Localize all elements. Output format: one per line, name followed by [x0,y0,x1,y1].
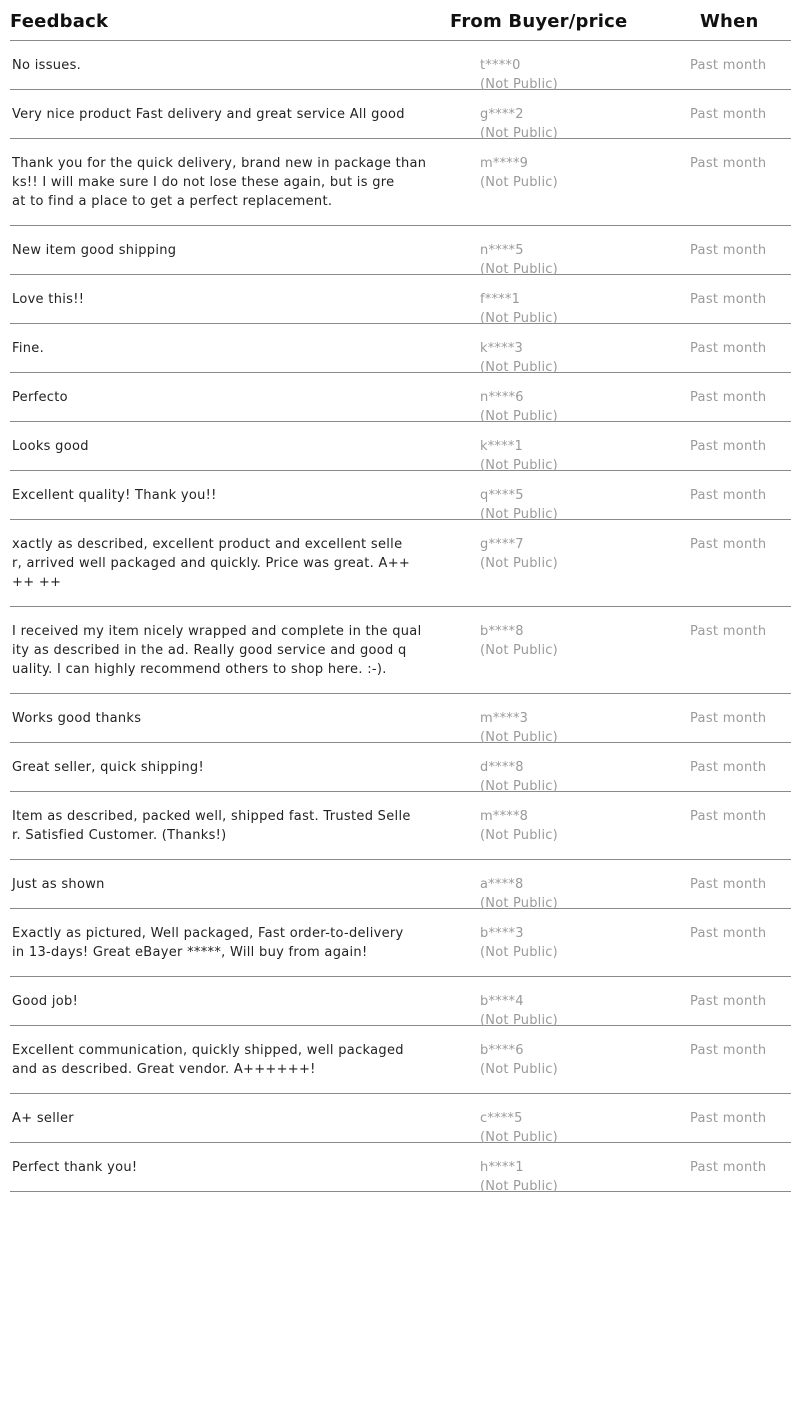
buyer-info [480,924,558,962]
price-visibility: (Not Public) [480,945,558,960]
buyer-name: b****4 [480,994,524,1009]
feedback-text: Love this!! [12,292,85,307]
feedback-text: Works good thanks [12,711,142,726]
table-row [10,520,791,607]
buyer-name: t****0 [480,58,521,73]
feedback-when: Past month [690,926,767,941]
feedback-when: Past month [690,488,767,503]
price-visibility: (Not Public) [480,262,558,277]
price-visibility: (Not Public) [480,77,558,92]
table-row [10,41,791,90]
feedback-text: Very nice product Fast delivery and great service All good [12,107,405,122]
feedback-text: New item good shipping [12,243,177,258]
buyer-name: m****3 [480,711,529,726]
buyer-info [480,992,558,1030]
feedback-text: Good job! [12,994,79,1009]
price-visibility: (Not Public) [480,730,558,745]
buyer-name: k****3 [480,341,523,356]
table-row [10,977,791,1026]
table-row [10,860,791,909]
buyer-info [480,807,558,845]
header-when: When [700,11,759,32]
price-visibility: (Not Public) [480,828,558,843]
buyer-info [480,535,558,573]
table-row [10,909,791,977]
feedback-text: Thank you for the quick delivery, brand new in package than ks!! I will make sure I do not lose these again, but is gre at to find a place to get a perfect replacement. [12,156,427,209]
feedback-text: I received my item nicely wrapped and complete in the qual ity as described in the ad. Really good service and good q uality. I can highly recommend others to shop here. :-). [12,624,422,677]
feedback-when: Past month [690,341,767,356]
price-visibility: (Not Public) [480,409,558,424]
table-row [10,226,791,275]
feedback-text: xactly as described, excellent product and excellent selle r, arrived well packaged and quickly. Price was great. A++ ++ ++ [12,537,411,590]
feedback-text: No issues. [12,58,82,73]
buyer-info [480,709,558,747]
price-visibility: (Not Public) [480,779,558,794]
table-row [10,471,791,520]
buyer-name: g****2 [480,107,524,122]
table-row [10,792,791,860]
table-row [10,422,791,471]
buyer-name: h****1 [480,1160,524,1175]
buyer-name: a****8 [480,877,524,892]
feedback-text: Excellent quality! Thank you!! [12,488,217,503]
table-row [10,607,791,694]
price-visibility: (Not Public) [480,1179,558,1194]
buyer-name: c****5 [480,1111,523,1126]
feedback-when: Past month [690,1111,767,1126]
feedback-when: Past month [690,243,767,258]
buyer-info [480,875,558,913]
buyer-name: m****9 [480,156,529,171]
buyer-name: f****1 [480,292,521,307]
price-visibility: (Not Public) [480,556,558,571]
feedback-when: Past month [690,1043,767,1058]
feedback-table [10,0,791,1192]
feedback-when: Past month [690,994,767,1009]
feedback-text: Fine. [12,341,45,356]
table-header [10,0,791,41]
table-row [10,1026,791,1094]
feedback-when: Past month [690,1160,767,1175]
buyer-name: m****8 [480,809,529,824]
price-visibility: (Not Public) [480,175,558,190]
feedback-when: Past month [690,439,767,454]
buyer-info [480,486,558,524]
feedback-when: Past month [690,58,767,73]
feedback-when: Past month [690,877,767,892]
feedback-text: Looks good [12,439,89,454]
price-visibility: (Not Public) [480,360,558,375]
table-row [10,90,791,139]
table-row [10,373,791,422]
table-row [10,743,791,792]
buyer-info [480,388,558,426]
header-feedback: Feedback [10,11,109,32]
buyer-name: d****8 [480,760,524,775]
table-row [10,1143,791,1192]
buyer-name: q****5 [480,488,524,503]
price-visibility: (Not Public) [480,896,558,911]
buyer-name: n****5 [480,243,524,258]
feedback-when: Past month [690,390,767,405]
feedback-text: Perfect thank you! [12,1160,138,1175]
table-row [10,324,791,373]
feedback-text: Exactly as pictured, Well packaged, Fast order-to-delivery in 13-days! Great eBayer *****, Will buy from again! [12,926,404,960]
buyer-info [480,622,558,660]
table-body [10,41,791,1192]
buyer-info [480,1041,558,1079]
buyer-info [480,56,558,94]
buyer-info [480,105,558,143]
buyer-info [480,154,558,192]
table-row [10,139,791,226]
feedback-when: Past month [690,760,767,775]
buyer-info [480,1158,558,1196]
price-visibility: (Not Public) [480,643,558,658]
buyer-info [480,437,558,475]
feedback-when: Past month [690,292,767,307]
feedback-text: Perfecto [12,390,68,405]
price-visibility: (Not Public) [480,126,558,141]
price-visibility: (Not Public) [480,1130,558,1145]
header-buyer-price: From Buyer/price [450,11,628,32]
price-visibility: (Not Public) [480,311,558,326]
feedback-when: Past month [690,107,767,122]
buyer-info [480,758,558,796]
buyer-info [480,339,558,377]
feedback-text: Excellent communication, quickly shipped, well packaged and as described. Great vendor. A++++++! [12,1043,404,1077]
buyer-name: g****7 [480,537,524,552]
feedback-when: Past month [690,809,767,824]
feedback-when: Past month [690,624,767,639]
table-row [10,1094,791,1143]
feedback-text: Just as shown [12,877,105,892]
buyer-info [480,241,558,279]
feedback-text: Great seller, quick shipping! [12,760,204,775]
feedback-text: Item as described, packed well, shipped fast. Trusted Selle r. Satisfied Customer. (Thanks!) [12,809,411,843]
price-visibility: (Not Public) [480,1013,558,1028]
table-row [10,694,791,743]
feedback-when: Past month [690,537,767,552]
buyer-name: n****6 [480,390,524,405]
feedback-when: Past month [690,156,767,171]
price-visibility: (Not Public) [480,458,558,473]
buyer-info [480,290,558,328]
buyer-name: b****8 [480,624,524,639]
buyer-info [480,1109,558,1147]
buyer-name: b****3 [480,926,524,941]
feedback-text: A+ seller [12,1111,74,1126]
buyer-name: k****1 [480,439,523,454]
buyer-name: b****6 [480,1043,524,1058]
price-visibility: (Not Public) [480,1062,558,1077]
price-visibility: (Not Public) [480,507,558,522]
feedback-when: Past month [690,711,767,726]
table-row [10,275,791,324]
